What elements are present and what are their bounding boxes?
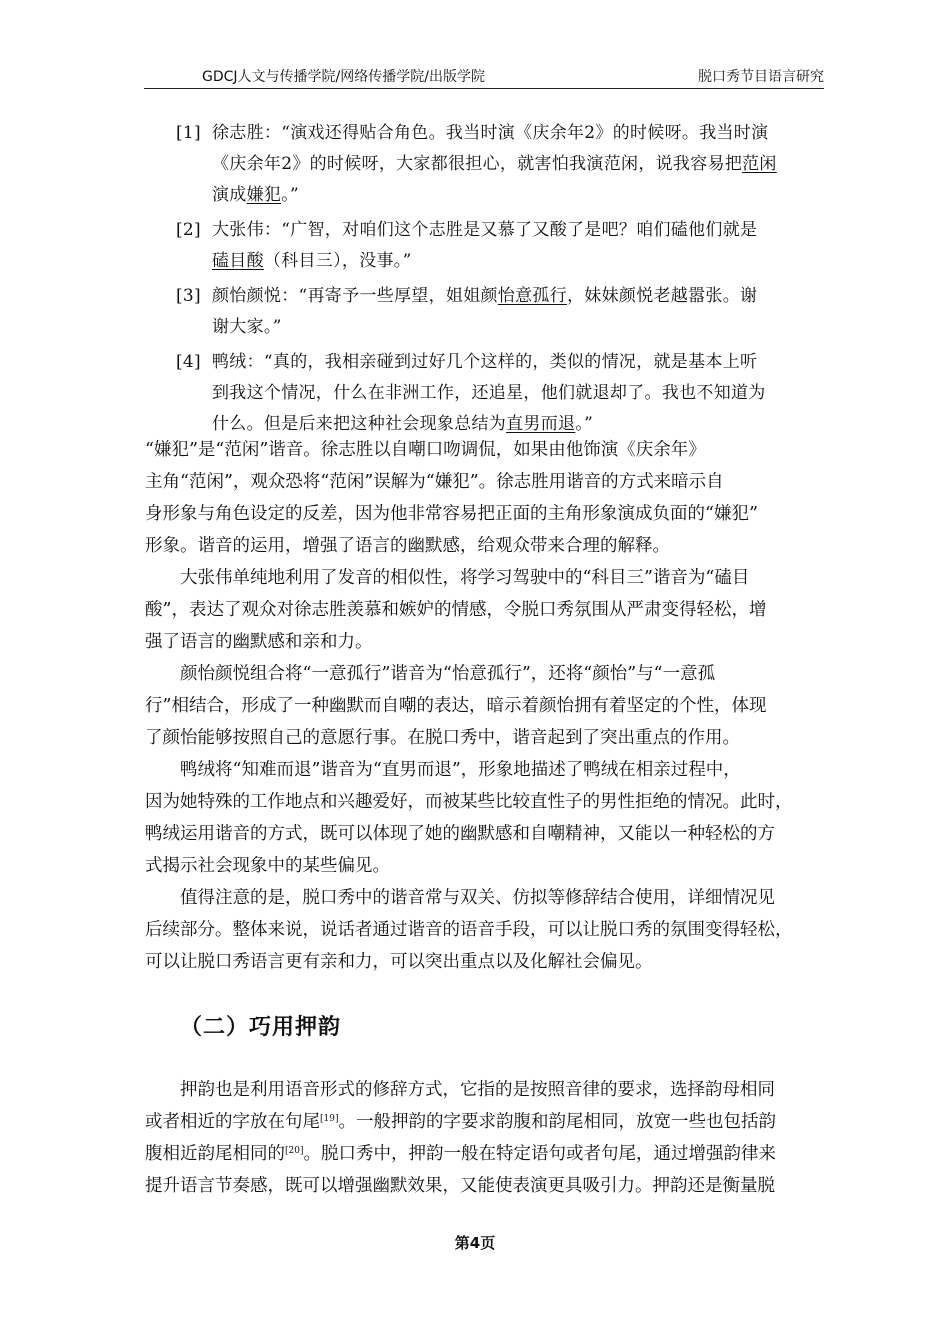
paragraph-line: 大张伟单纯地利用了发音的相似性，将学习驾驶中的“科目三”谐音为“磕目 xyxy=(180,568,750,588)
quote-item xyxy=(176,118,846,211)
quote-line: 到我这个情况，什么在非洲工作，还追星，他们就退却了。我也不知道为 xyxy=(212,383,766,403)
final-paragraph xyxy=(145,1074,830,1202)
paragraph-line: 鸭绒将“知难而退”谐音为“直男而退”，形象地描述了鸭绒在相亲过程中， xyxy=(180,760,741,780)
paragraph xyxy=(145,562,830,658)
paragraph-line: 颜怡颜悦组合将“一意孤行”谐音为“怡意孤行”，还将“颜怡”与“一意孤 xyxy=(180,664,716,684)
paragraph-line: 因为她特殊的工作地点和兴趣爱好，而被某些比较直性子的男性拒绝的情况。此时， xyxy=(145,792,793,812)
quote-number: [4] xyxy=(176,352,201,372)
paragraph xyxy=(145,1074,830,1202)
section-heading: （二）巧用押韵 xyxy=(180,1015,342,1040)
paragraph-line: 后续部分。整体来说，说话者通过谐音的语音手段，可以让脱口秀的氛围变得轻松， xyxy=(145,920,793,940)
page-header xyxy=(144,66,824,89)
citation-ref: [20] xyxy=(285,1146,304,1156)
underlined-term: 怡意孤行 xyxy=(497,286,567,306)
quote-item xyxy=(176,347,846,440)
paragraph-line: 酸”，表达了观众对徐志胜羡慕和嫉妒的情感，令脱口秀氛围从严肃变得轻松，增 xyxy=(145,600,767,620)
quote-line: 《庆余年2》的时候呀，大家都很担心，就害怕我演范闲，说我容易把范闲 xyxy=(212,154,777,174)
paragraph-line: 或者相近的字放在句尾[19]。一般押韵的字要求韵腹和韵尾相同，放宽一些也包括韵 xyxy=(145,1112,776,1132)
paragraph-line: 式揭示社会现象中的某些偏见。 xyxy=(145,856,390,876)
paragraph-line: 鸭绒运用谐音的方式，既可以体现了她的幽默感和自嘲精神，又能以一种轻松的方 xyxy=(145,824,775,844)
quote-line: 鸭绒：“真的，我相亲碰到过好几个这样的，类似的情况，就是基本上听 xyxy=(212,352,758,372)
header-left-text: GDCJ人文与传播学院/网络传播学院/出版学院 xyxy=(202,69,485,85)
paragraph-line: 提升语言节奏感，既可以增强幽默效果，又能使表演更具吸引力。押韵还是衡量脱 xyxy=(145,1176,775,1196)
underlined-term: 磕目酸 xyxy=(212,251,264,271)
quote-line: 谢大家。” xyxy=(212,317,282,337)
quote-number: [1] xyxy=(176,123,201,143)
quote-item xyxy=(176,215,846,277)
quote-item xyxy=(176,281,846,343)
paragraph-line: 身形象与角色设定的反差，因为他非常容易把正面的主角形象演成负面的“嫌犯” xyxy=(145,504,758,524)
page-number: 第4页 xyxy=(454,1234,496,1252)
paragraph-line: 行”相结合，形成了一种幽默而自嘲的表达，暗示着颜怡拥有着坚定的个性，体现 xyxy=(145,696,767,716)
underlined-term: 嫌犯 xyxy=(246,185,282,205)
quote-line: 什么。但是后来把这种社会现象总结为直男而退。” xyxy=(212,414,594,434)
paragraph xyxy=(145,882,830,978)
quote-list xyxy=(176,118,846,444)
paragraph-line: 值得注意的是，脱口秀中的谐音常与双关、仿拟等修辞结合使用，详细情况见 xyxy=(180,888,775,908)
quote-line: 磕目酸（科目三），没事。” xyxy=(212,251,412,271)
paragraph xyxy=(145,754,830,882)
quote-line: 演成嫌犯。” xyxy=(212,185,300,205)
citation-ref: [19] xyxy=(320,1114,339,1124)
quote-line: 颜怡颜悦：“再寄予一些厚望，姐姐颜怡意孤行，妹妹颜悦老越嚣张。谢 xyxy=(212,286,758,306)
paragraph-line: 主角“范闲”，观众恐将“范闲”误解为“嫌犯”。徐志胜用谐音的方式来暗示自 xyxy=(145,472,724,492)
underlined-term: 范闲 xyxy=(742,154,777,174)
quote-line: 大张伟：“广智，对咱们这个志胜是又慕了又酸了是吧？咱们磕他们就是 xyxy=(212,220,758,240)
quote-line: 徐志胜：“演戏还得贴合角色。我当时演《庆余年2》的时候呀。我当时演 xyxy=(212,123,769,143)
paragraph xyxy=(145,434,830,562)
body-text xyxy=(145,434,830,978)
paragraph-line: 腹相近韵尾相同的[20]。脱口秀中，押韵一般在特定语句或者句尾，通过增强韵律来 xyxy=(145,1144,776,1164)
header-right-text: 脱口秀节目语言研究 xyxy=(698,69,824,85)
paragraph-line: “嫌犯”是“范闲”谐音。徐志胜以自嘲口吻调侃，如果由他饰演《庆余年》 xyxy=(145,440,706,460)
paragraph-line: 可以让脱口秀语言更有亲和力，可以突出重点以及化解社会偏见。 xyxy=(145,952,653,972)
paragraph-line: 形象。谐音的运用，增强了语言的幽默感，给观众带来合理的解释。 xyxy=(145,536,670,556)
paragraph-line: 了颜怡能够按照自己的意愿行事。在脱口秀中，谐音起到了突出重点的作用。 xyxy=(145,728,740,748)
paragraph-line: 押韵也是利用语音形式的修辞方式，它指的是按照音律的要求，选择韵母相同 xyxy=(180,1080,775,1100)
underlined-term: 直男而退 xyxy=(506,414,576,434)
paragraph-line: 强了语言的幽默感和亲和力。 xyxy=(145,632,373,652)
paragraph xyxy=(145,658,830,754)
quote-number: [2] xyxy=(176,220,201,240)
quote-number: [3] xyxy=(176,286,201,306)
